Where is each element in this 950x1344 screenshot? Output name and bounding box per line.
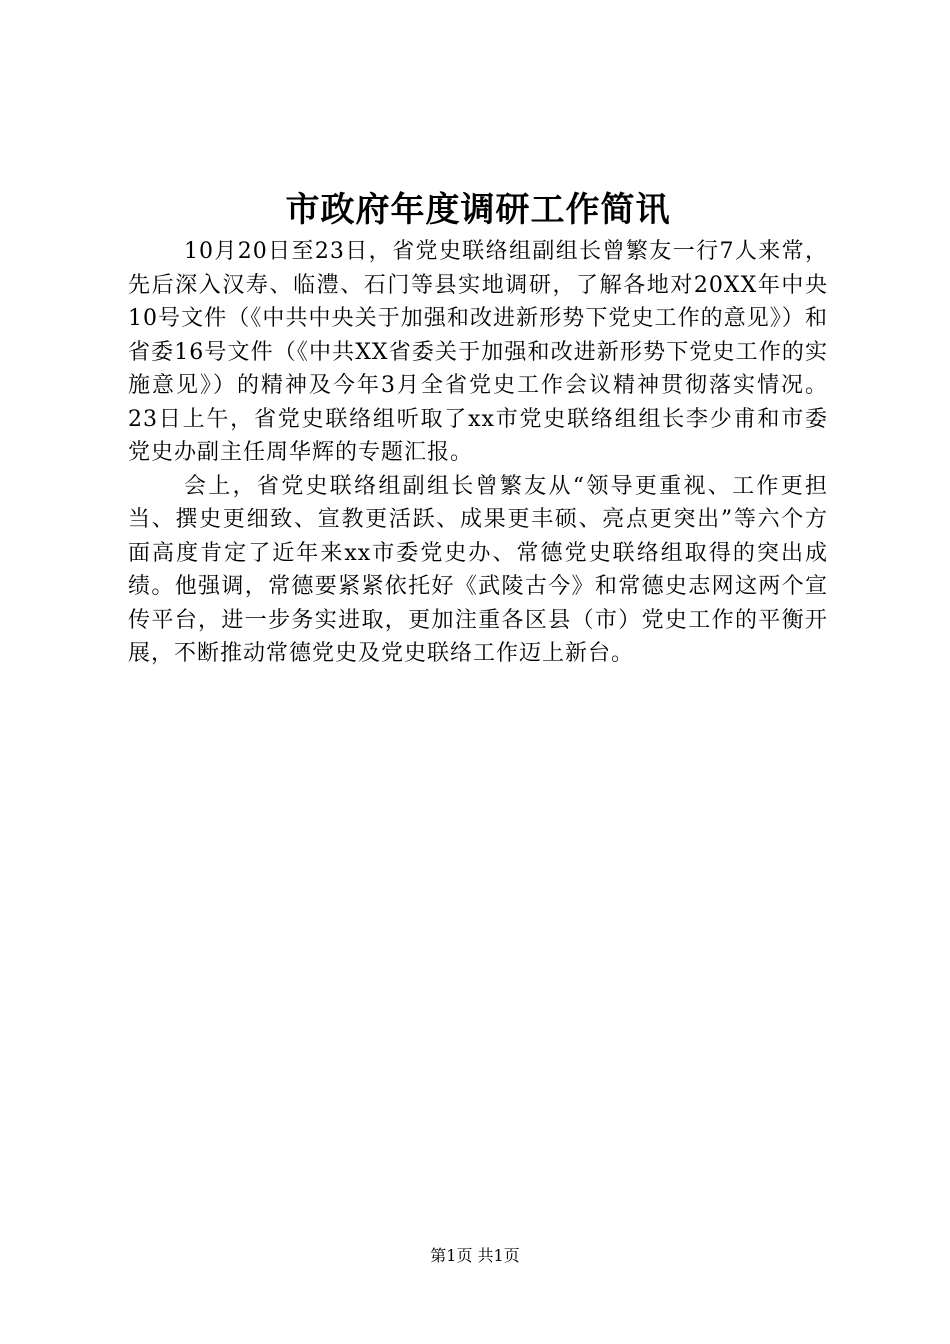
document-title: 市政府年度调研工作简讯 [285,190,671,230]
page-footer: 第1页 共1页 [430,1246,520,1265]
paragraph-2: 会上，省党史联络组副组长曾繁友从“领导更重视、工作更担当、撰史更细致、宣教更活跃、成果更丰硕、亮点更突出”等六个方面高度肯定了近年来xx市委党史办、常德党史联络组取得的突出成绩。他强调，常德要紧紧依托好《武陵古今》和常德史志网这两个宣传平台，进一步务实进取，更加注重各区县（市）党史工作的平衡开展，不断推动常德党史及党史联络工作迈上新台。 [128,473,828,666]
document-body [128,185,828,671]
paragraph-1: 10月20日至23日，省党史联络组副组长曾繁友一行7人来常，先后深入汉寿、临澧、石门等县实地调研，了解各地对20XX年中央10号文件（《中共中央关于加强和改进新形势下党史工作的意见》）和省委16号文件（《中共XX省委关于加强和改进新形势下党史工作的实施意见》）的精神及今年3月全省党史工作会议精神贯彻落实情况。23日上午，省党史联络组听取了xx市党史联络组组长李少甫和市委党史办副主任周华辉的专题汇报。 [128,239,828,465]
